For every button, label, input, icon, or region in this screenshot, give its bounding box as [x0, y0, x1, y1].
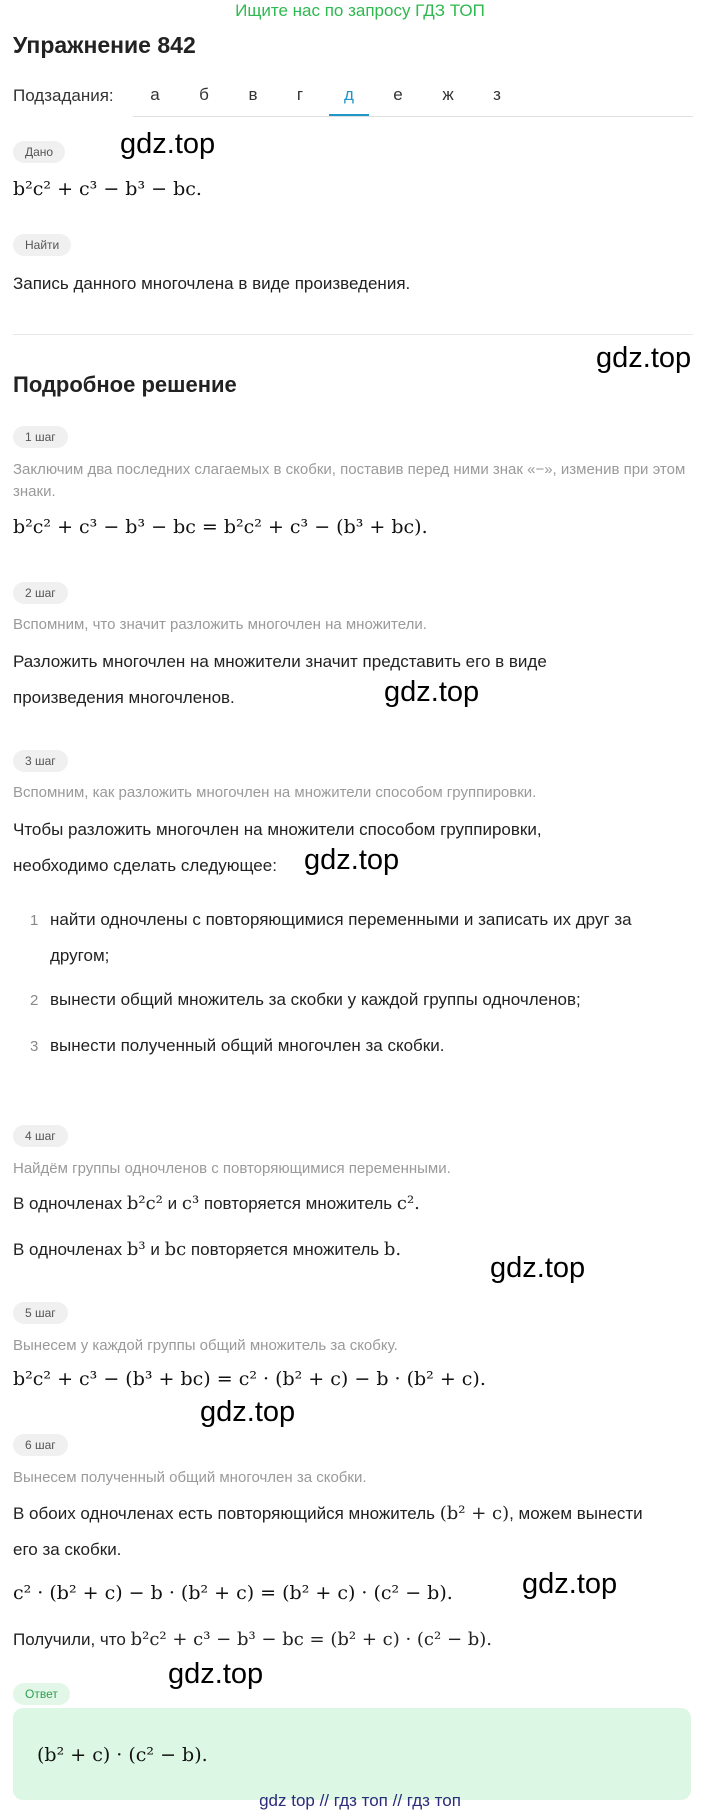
step-1-hint: Заключим два последних слагаемых в скобки, поставив перед ними знак «−», изменив при этом знаки.	[13, 461, 686, 500]
find-text: Запись данного многочлена в виде произведения.	[13, 274, 411, 293]
list-item-2: вынести общий множитель за скобки у каждой группы одночленов;	[50, 990, 581, 1009]
text-fragment: , можем вынести	[509, 1504, 643, 1523]
watermark: gdz.top	[120, 128, 216, 160]
find-badge: Найти	[13, 234, 71, 256]
watermark: gdz.top	[168, 1658, 264, 1690]
list-item-1-line-1: найти одночлены с повторяющимися переменными и записать их друг за	[50, 910, 632, 929]
text-fragment: повторяется множитель	[190, 1240, 380, 1259]
answer-expression: (b² + c) · (c² − b).	[37, 1744, 208, 1766]
subtask-tab-g[interactable]: г	[296, 85, 304, 104]
step-1-expression: b²c² + c³ − b³ − bc = b²c² + c³ − (b³ + bc).	[13, 516, 428, 538]
list-number: 3	[30, 1038, 39, 1055]
step-4-line-2	[13, 1232, 401, 1268]
answer-badge: Ответ	[13, 1683, 70, 1705]
step-1-badge: 1 шаг	[13, 426, 68, 448]
math-fragment: c³	[181, 1193, 200, 1214]
step-5-hint: Вынесем у каждой группы общий множитель за скобку.	[13, 1337, 398, 1354]
step-5-expression: b²c² + c³ − (b³ + bc) = c² · (b² + c) − b · (b² + c).	[13, 1368, 486, 1390]
subtasks-underline	[133, 116, 693, 117]
step-6-expression: c² · (b² + c) − b · (b² + c) = (b² + c) · (c² − b).	[13, 1582, 453, 1604]
math-fragment: b²c²	[126, 1193, 163, 1214]
list-item-1-line-2: другом;	[50, 946, 110, 965]
watermark: gdz.top	[304, 844, 400, 876]
math-fragment: c².	[396, 1193, 420, 1214]
step-6-result	[13, 1622, 492, 1658]
subtask-tab-e[interactable]: е	[393, 85, 403, 104]
step-6-text-line-1	[13, 1496, 643, 1532]
step-4-line-1	[13, 1186, 420, 1222]
step-2-text-line-2: произведения многочленов.	[13, 688, 235, 707]
math-fragment: b³	[126, 1239, 146, 1260]
step-3-badge: 3 шаг	[13, 750, 68, 772]
list-item-3: вынести полученный общий многочлен за скобки.	[50, 1036, 445, 1055]
watermark: gdz.top	[596, 342, 692, 374]
text-fragment: повторяется множитель	[203, 1194, 393, 1213]
step-3-hint: Вспомним, как разложить многочлен на множители способом группировки.	[13, 784, 537, 801]
top-banner: Ищите нас по запросу ГДЗ ТОП	[235, 1, 485, 20]
subtask-tab-a[interactable]: а	[150, 85, 160, 104]
math-fragment: (b² + c)	[439, 1503, 510, 1524]
list-number: 2	[30, 992, 39, 1009]
given-expression: b²c² + c³ − b³ − bc.	[13, 178, 202, 200]
text-fragment: и	[167, 1194, 178, 1213]
step-6-badge: 6 шаг	[13, 1434, 68, 1456]
divider	[13, 334, 693, 335]
subtasks-bar	[13, 80, 693, 118]
math-fragment: b.	[383, 1239, 402, 1260]
subtask-tab-zh[interactable]: ж	[442, 85, 454, 104]
given-badge: Дано	[13, 141, 65, 163]
subtask-tab-d[interactable]: д	[329, 84, 369, 116]
subtask-tab-z[interactable]: з	[493, 85, 501, 104]
math-fragment: b²c² + c³ − b³ − bc = (b² + c) · (c² − b).	[130, 1629, 493, 1650]
watermark: gdz.top	[200, 1396, 296, 1428]
text-fragment: и	[150, 1240, 160, 1259]
step-2-text-line-1: Разложить многочлен на множители значит представить его в виде	[13, 652, 547, 671]
page-title: Упражнение 842	[13, 32, 196, 58]
subtasks-label: Подзадания:	[13, 86, 114, 105]
text-fragment: Получили, что	[13, 1630, 126, 1649]
step-6-text-line-2: его за скобки.	[13, 1540, 122, 1559]
watermark: gdz.top	[384, 676, 480, 708]
step-3-text-line-2: необходимо сделать следующее:	[13, 856, 277, 875]
step-5-badge: 5 шаг	[13, 1302, 68, 1324]
watermark: gdz.top	[522, 1568, 618, 1600]
watermark: gdz.top	[490, 1252, 586, 1284]
subtask-tab-b[interactable]: б	[199, 85, 209, 104]
text-fragment: В одночленах	[13, 1194, 123, 1213]
step-2-hint: Вспомним, что значит разложить многочлен на множители.	[13, 616, 427, 633]
step-4-hint: Найдём группы одночленов с повторяющимися переменными.	[13, 1160, 451, 1177]
footer: gdz top // гдз топ // гдз топ	[259, 1791, 461, 1810]
step-2-badge: 2 шаг	[13, 582, 68, 604]
text-fragment: В обоих одночленах есть повторяющийся множитель	[13, 1504, 435, 1523]
text-fragment: В одночленах	[13, 1240, 123, 1259]
solution-title: Подробное решение	[13, 372, 237, 397]
step-4-badge: 4 шаг	[13, 1125, 68, 1147]
math-fragment: bc	[164, 1239, 187, 1260]
list-number: 1	[30, 912, 39, 929]
step-6-hint: Вынесем полученный общий многочлен за скобки.	[13, 1469, 367, 1486]
step-3-text-line-1: Чтобы разложить многочлен на множители способом группировки,	[13, 820, 542, 839]
subtask-tab-v[interactable]: в	[248, 85, 258, 104]
